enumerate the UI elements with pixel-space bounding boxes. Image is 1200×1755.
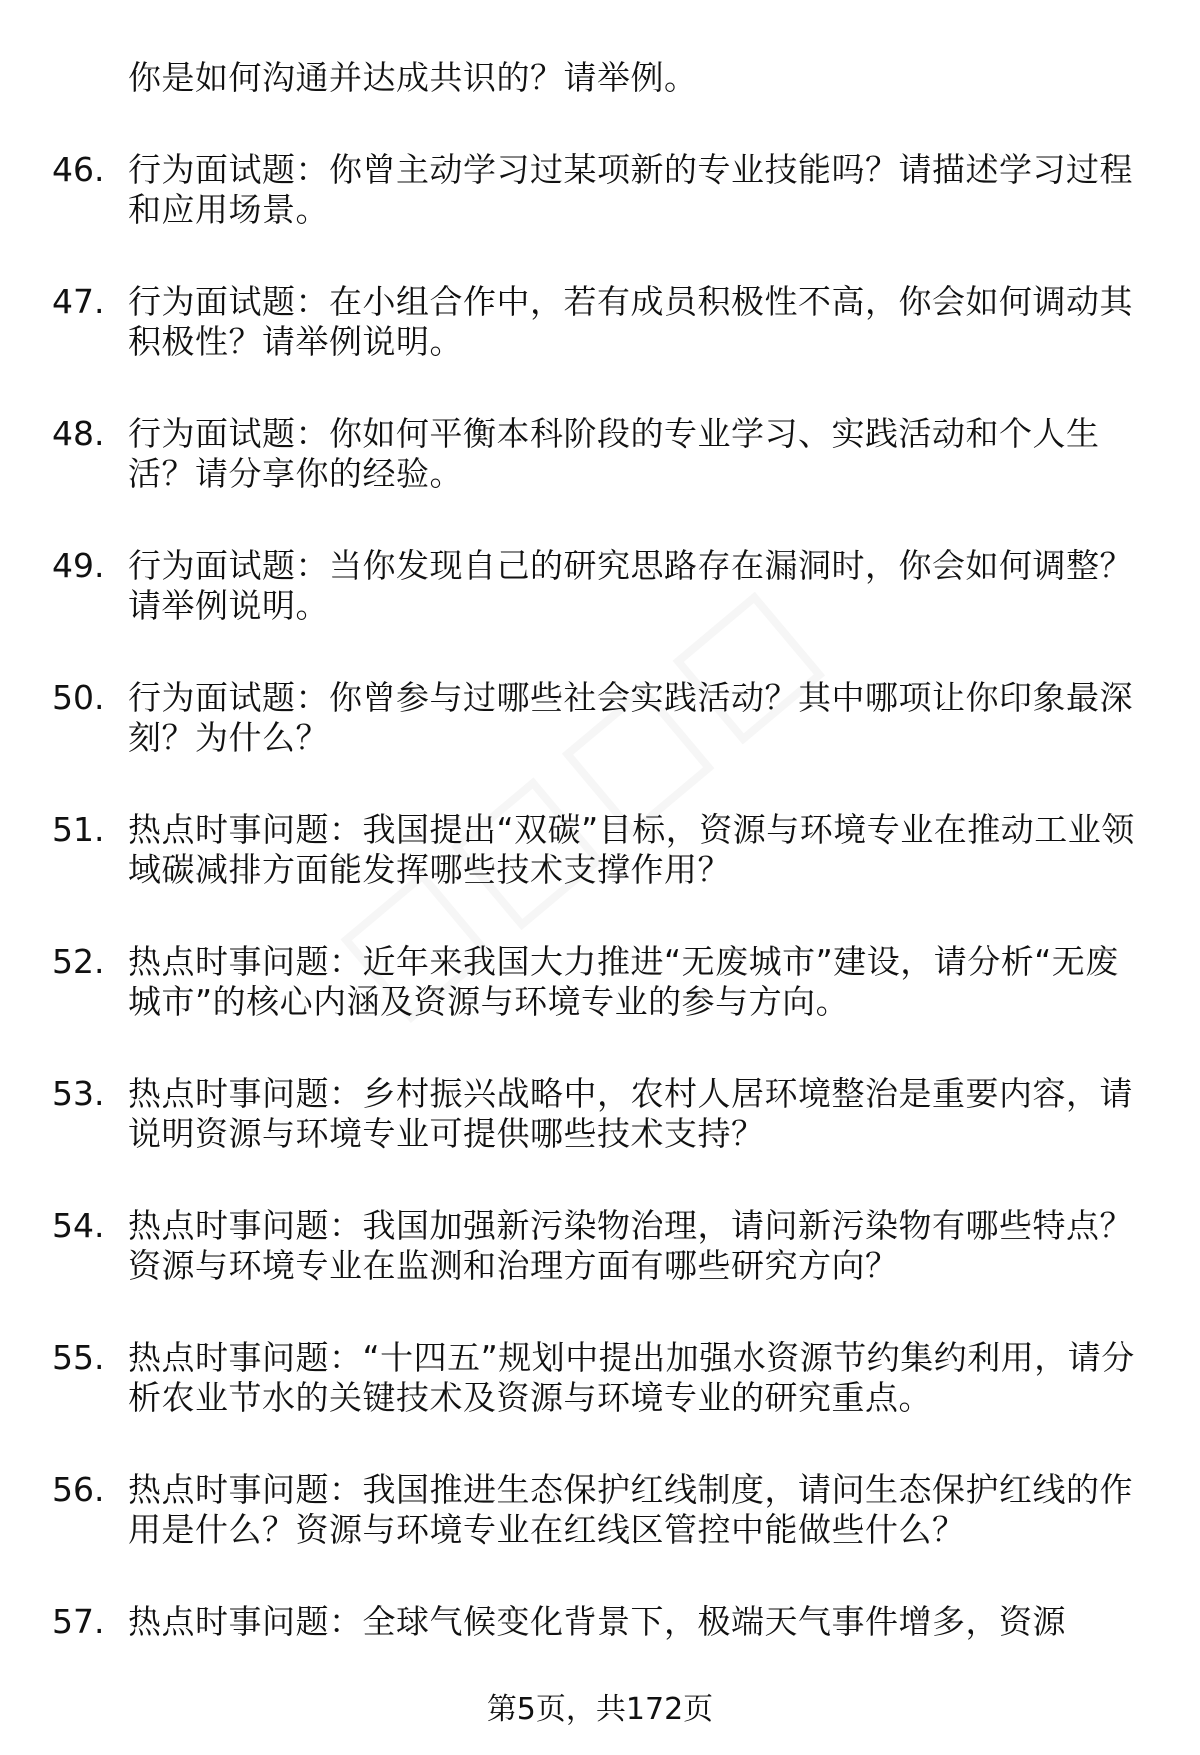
list-item xyxy=(52,1338,1142,1418)
list-item xyxy=(52,546,1142,626)
item-number: 52. xyxy=(52,942,105,981)
item-text: 热点时事问题：我国加强新污染物治理，请问新污染物有哪些特点？资源与环境专业在监测和治理方面有哪些研究方向？ xyxy=(128,1206,1133,1285)
list-item xyxy=(52,1074,1142,1154)
item-number: 56. xyxy=(52,1470,105,1509)
item-number: 53. xyxy=(52,1074,105,1113)
item-number: 55. xyxy=(52,1338,105,1377)
item-number: 51. xyxy=(52,810,105,849)
question-list xyxy=(52,58,1142,1694)
item-text: 行为面试题：你曾参与过哪些社会实践活动？其中哪项让你印象最深刻？为什么？ xyxy=(128,678,1133,757)
list-item xyxy=(52,282,1142,362)
item-text: 行为面试题：你曾主动学习过某项新的专业技能吗？请描述学习过程和应用场景。 xyxy=(128,150,1133,229)
list-item xyxy=(52,1206,1142,1286)
item-text: 热点时事问题：我国推进生态保护红线制度，请问生态保护红线的作用是什么？资源与环境专业在红线区管控中能做些什么？ xyxy=(128,1470,1133,1549)
list-item xyxy=(52,942,1142,1022)
item-text: 行为面试题：当你发现自己的研究思路存在漏洞时，你会如何调整？请举例说明。 xyxy=(128,546,1133,625)
list-item xyxy=(52,1602,1142,1642)
list-item xyxy=(52,678,1142,758)
page-footer: 第5页，共172页 xyxy=(486,1692,714,1727)
item-number: 50. xyxy=(52,678,105,717)
item-text: 行为面试题：在小组合作中，若有成员积极性不高，你会如何调动其积极性？请举例说明。 xyxy=(128,282,1133,361)
item-text: 行为面试题：你如何平衡本科阶段的专业学习、实践活动和个人生活？请分享你的经验。 xyxy=(128,414,1100,493)
continuation-text: 你是如何沟通并达成共识的？请举例。 xyxy=(128,58,698,97)
item-text: 热点时事问题：近年来我国大力推进“无废城市”建设，请分析“无废城市”的核心内涵及资源与环境专业的参与方向。 xyxy=(128,942,1119,1021)
item-number: 46. xyxy=(52,150,105,189)
list-item xyxy=(52,1470,1142,1550)
list-item xyxy=(52,150,1142,230)
item-number: 49. xyxy=(52,546,105,585)
list-item xyxy=(52,414,1142,494)
item-text: 热点时事问题：全球气候变化背景下，极端天气事件增多，资源 xyxy=(128,1602,1066,1641)
item-text: 热点时事问题：“十四五”规划中提出加强水资源节约集约利用，请分析农业节水的关键技术及资源与环境专业的研究重点。 xyxy=(128,1338,1135,1417)
item-text: 热点时事问题：我国提出“双碳”目标，资源与环境专业在推动工业领域碳减排方面能发挥哪些技术支撑作用？ xyxy=(128,810,1135,889)
item-number: 47. xyxy=(52,282,105,321)
list-item xyxy=(52,810,1142,890)
item-number: 54. xyxy=(52,1206,105,1245)
item-text: 热点时事问题：乡村振兴战略中，农村人居环境整治是重要内容，请说明资源与环境专业可提供哪些技术支持？ xyxy=(128,1074,1133,1153)
item-number: 48. xyxy=(52,414,105,453)
item-number: 57. xyxy=(52,1602,105,1641)
